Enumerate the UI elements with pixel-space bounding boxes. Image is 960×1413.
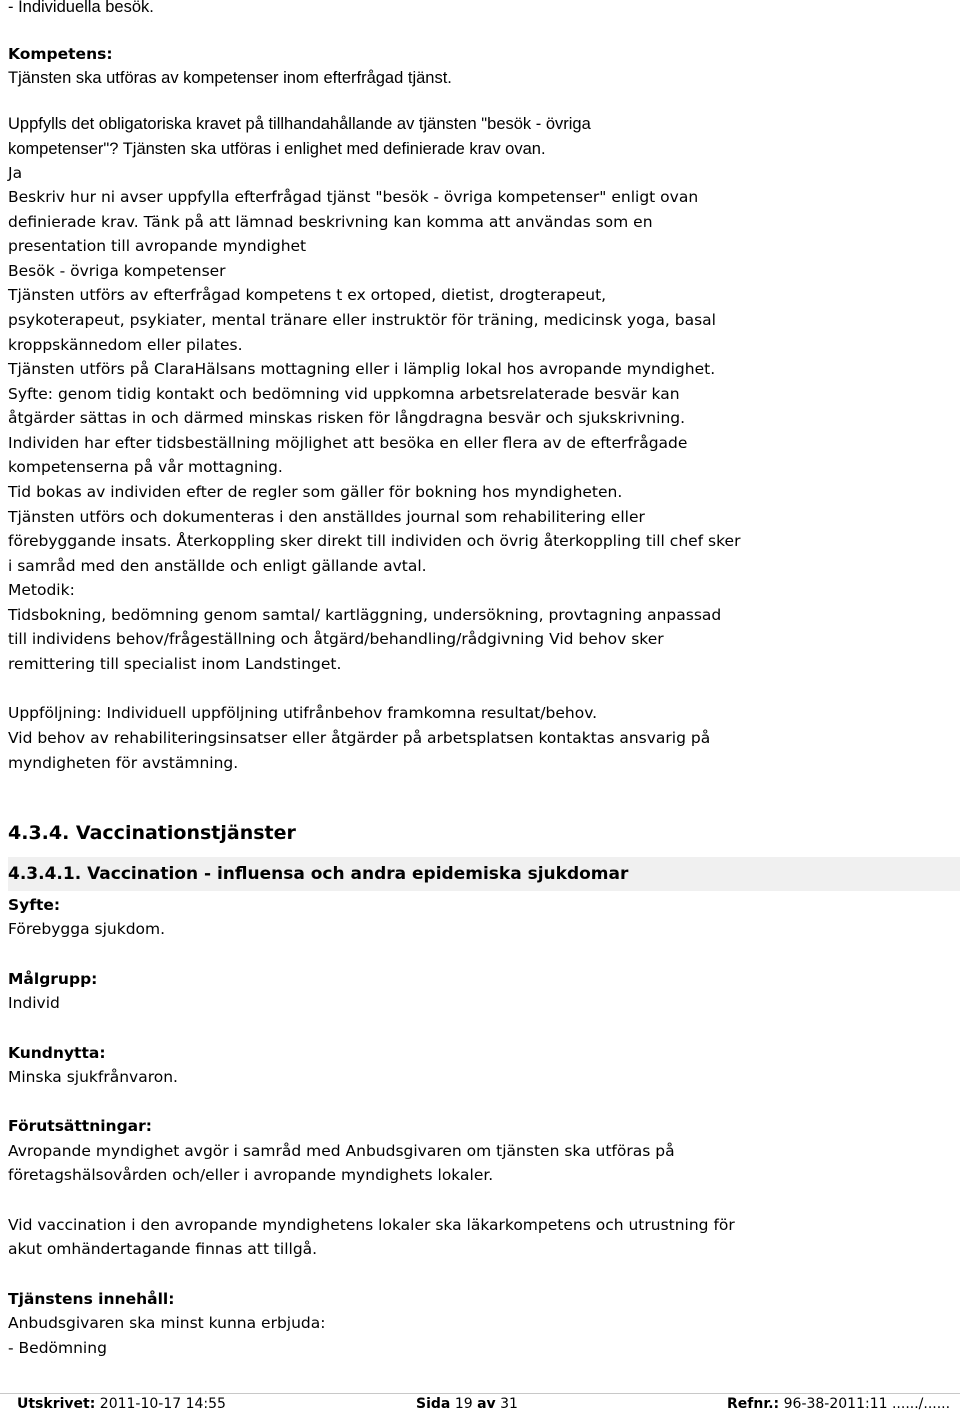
field-label-purpose: Syfte:: [8, 896, 61, 914]
field-label-service-content: Tjänstens innehåll:: [8, 1290, 175, 1308]
text-line: Besök - övriga kompetenser: [8, 262, 226, 280]
field-label-target-group: Målgrupp:: [8, 970, 98, 988]
text-line: kompetenserna på vår mottagning.: [8, 458, 283, 476]
text-line: - Individuella besök.: [8, 0, 154, 16]
text-line: Beskriv hur ni avser uppfylla efterfrågad tjänst "besök - övriga kompetenser" enligt ovan: [8, 188, 699, 206]
text-line: Tjänsten utförs och dokumenteras i den anställdes journal som rehabilitering eller: [8, 508, 645, 526]
text-line: remittering till specialist inom Landstinget.: [8, 655, 342, 673]
footer-printed: [17, 1396, 226, 1412]
text-line: åtgärder sättas in och därmed minskas risken för långdragna besvär och sjukskrivning.: [8, 409, 686, 427]
text-line: Tid bokas av individen efter de regler som gäller för bokning hos myndigheten.: [8, 483, 623, 501]
text-line: förebyggande insats. Återkoppling sker direkt till individen och övrig återkoppling till chef sker: [8, 532, 741, 550]
text-line: presentation till avropande myndighet: [8, 237, 307, 255]
text-line: Metodik:: [8, 581, 75, 599]
text-line: till individens behov/frågeställning och åtgärd/behandling/rådgivning Vid behov sker: [8, 630, 664, 648]
text-line: psykoterapeut, psykiater, mental tränare eller instruktör för träning, medicinsk yoga, basal: [8, 311, 716, 329]
text-line: Tidsbokning, bedömning genom samtal/ kartläggning, undersökning, provtagning anpassad: [8, 606, 722, 624]
text-line: Individen har efter tidsbeställning möjlighet att besöka en eller flera av de efterfrågade: [8, 434, 688, 452]
text-line: Uppföljning: Individuell uppföljning utifrånbehov framkomna resultat/behov.: [8, 704, 598, 722]
field-value-purpose: Förebygga sjukdom.: [8, 920, 166, 938]
text-line: kroppskännedom eller pilates.: [8, 336, 243, 354]
footer-page-of: av: [477, 1396, 496, 1412]
text-line: Avropande myndighet avgör i samråd med Anbudsgivaren om tjänsten ska utföras på: [8, 1142, 675, 1160]
section-label: Kompetens:: [8, 45, 113, 63]
subsection-heading: 4.3.4.1. Vaccination - influensa och andra epidemiska sjukdomar: [8, 864, 629, 884]
text-line: definierade krav. Tänk på att lämnad beskrivning kan komma att användas som en: [8, 213, 653, 231]
text-line: Anbudsgivaren ska minst kunna erbjuda:: [8, 1314, 326, 1332]
field-value-customer-benefit: Minska sjukfrånvaron.: [8, 1068, 178, 1086]
text-line: myndigheten för avstämning.: [8, 754, 239, 772]
text-line: Uppfylls det obligatoriska kravet på tillhandahållande av tjänsten "besök - övriga: [8, 115, 591, 133]
footer-page-number: 19: [454, 1396, 473, 1412]
text-line: Tjänsten ska utföras av kompetenser inom efterfrågad tjänst.: [8, 69, 452, 87]
footer-reference-value: 96-38-2011:11 ....../......: [783, 1396, 951, 1412]
field-value-target-group: Individ: [8, 994, 60, 1012]
field-label-customer-benefit: Kundnytta:: [8, 1044, 106, 1062]
footer-reference-label: Refnr.:: [727, 1396, 780, 1412]
text-line: Tjänsten utförs av efterfrågad kompetens t ex ortoped, dietist, drogterapeut,: [8, 286, 607, 304]
footer-divider: [0, 1393, 960, 1394]
footer-printed-label: Utskrivet:: [17, 1396, 96, 1412]
text-line: Vid behov av rehabiliteringsinsatser eller åtgärder på arbetsplatsen kontaktas ansvarig på: [8, 729, 711, 747]
footer-printed-value: 2011-10-17 14:55: [99, 1396, 226, 1412]
footer-page-total: 31: [500, 1396, 518, 1412]
field-label-prerequisites: Förutsättningar:: [8, 1117, 152, 1135]
text-line: i samråd med den anställde och enligt gällande avtal.: [8, 557, 427, 575]
text-line: - Bedömning: [8, 1339, 107, 1357]
text-line: kompetenser"? Tjänsten ska utföras i enlighet med definierade krav ovan.: [8, 140, 546, 158]
text-line: Vid vaccination i den avropande myndighetens lokaler ska läkarkompetens och utrustning för: [8, 1216, 735, 1234]
section-heading: 4.3.4. Vaccinationstjänster: [8, 822, 296, 844]
answer-yes: Ja: [8, 164, 23, 182]
text-line: akut omhändertagande finnas att tillgå.: [8, 1240, 318, 1258]
footer-page: [416, 1396, 518, 1412]
text-line: företagshälsovården och/eller i avropande myndighets lokaler.: [8, 1166, 494, 1184]
footer-page-label: Sida: [416, 1396, 451, 1412]
text-line: Syfte: genom tidig kontakt och bedömning vid uppkomna arbetsrelaterade besvär kan: [8, 385, 680, 403]
page-footer: [0, 1393, 960, 1413]
footer-reference: [727, 1396, 950, 1412]
text-line: Tjänsten utförs på ClaraHälsans mottagning eller i lämplig lokal hos avropande myndighet.: [8, 360, 716, 378]
